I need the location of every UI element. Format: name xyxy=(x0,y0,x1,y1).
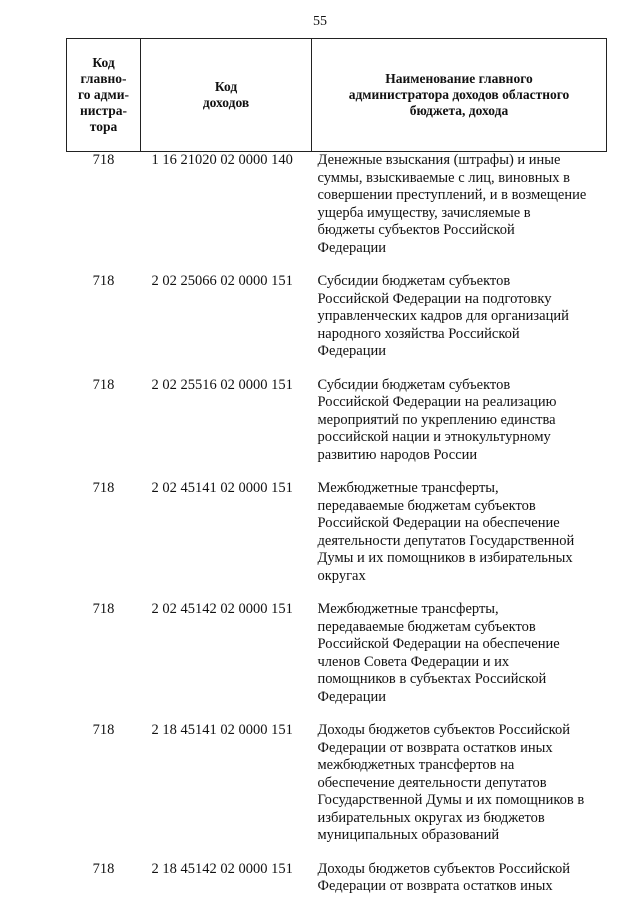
header-admin-code xyxy=(67,39,141,152)
header-revenue-code xyxy=(141,39,312,152)
name-line: членов Совета Федерации и их xyxy=(317,653,510,670)
page-number: 55 xyxy=(313,14,327,29)
table-row xyxy=(67,722,607,861)
name-line: Государственной Думы и их помощников в xyxy=(317,792,585,808)
name-line: Думы и их помощников в избирательных xyxy=(317,550,573,566)
name-line: Российской Федерации на подготовку xyxy=(317,290,552,307)
header-line: Код xyxy=(214,79,238,94)
table-row xyxy=(67,861,607,912)
revenue-table xyxy=(66,38,607,912)
name-line: Межбюджетные трансферты, xyxy=(317,480,499,496)
header-line: главно- xyxy=(80,71,127,86)
admin-code-cell: 718 xyxy=(92,480,115,496)
name-line: Доходы бюджетов субъектов Российской xyxy=(317,860,570,877)
admin-code-cell: 718 xyxy=(92,376,115,393)
name-line: Субсидии бюджетам субъектов xyxy=(317,376,511,393)
name-line: Денежные взыскания (штрафы) и иные xyxy=(317,152,561,168)
name-line: российской нации и этнокультурному xyxy=(317,429,551,445)
table-header xyxy=(67,39,607,152)
name-line: обеспечение деятельности депутатов xyxy=(317,774,547,791)
table-row xyxy=(67,273,607,377)
revenue-name-cell xyxy=(312,273,607,377)
header-name xyxy=(312,39,607,152)
admin-code-cell: 718 xyxy=(92,860,115,877)
revenue-name-cell xyxy=(312,601,607,722)
table-row xyxy=(67,480,607,601)
name-line: Российской Федерации на обеспечение xyxy=(317,636,560,652)
name-line: совершении преступлений, и в возмещение xyxy=(317,187,587,203)
name-line: мероприятий по укреплению единства xyxy=(317,411,556,428)
name-line: Межбюджетные трансферты, xyxy=(317,601,499,617)
revenue-code-cell: 2 02 45141 02 0000 151 xyxy=(151,480,293,496)
revenue-code-cell: 2 02 25066 02 0000 151 xyxy=(151,273,293,289)
admin-code-cell: 718 xyxy=(92,152,115,168)
name-line: Федерации xyxy=(317,343,386,359)
name-line: Федерации xyxy=(317,239,386,256)
header-line: бюджета, дохода xyxy=(409,103,509,118)
name-line: муниципальных образований xyxy=(317,827,500,843)
header-line: администратора доходов областного xyxy=(348,87,570,102)
admin-code-cell: 718 xyxy=(92,722,115,738)
revenue-name-cell xyxy=(312,377,607,481)
revenue-code-cell: 2 18 45142 02 0000 151 xyxy=(151,860,293,877)
name-line: межбюджетных трансфертов на xyxy=(317,757,515,773)
name-line: Федерации от возврата остатков иных xyxy=(317,878,553,894)
revenue-code-cell: 2 02 25516 02 0000 151 xyxy=(151,376,293,393)
header-line: нистра- xyxy=(79,103,128,118)
revenue-name-cell xyxy=(312,722,607,861)
name-line: передаваемые бюджетам субъектов xyxy=(317,618,536,635)
revenue-code-cell: 1 16 21020 02 0000 140 xyxy=(151,152,293,168)
revenue-name-cell xyxy=(312,480,607,601)
name-line: помощников в субъектах Российской xyxy=(317,671,547,687)
header-line: доходов xyxy=(202,95,250,110)
name-line: округах xyxy=(317,567,366,584)
header-line: го адми- xyxy=(78,87,129,102)
name-line: избирательных округах из бюджетов xyxy=(317,809,545,826)
table-row xyxy=(67,377,607,481)
admin-code-cell: 718 xyxy=(92,601,115,617)
name-line: деятельности депутатов Государственной xyxy=(317,532,575,549)
name-line: суммы, взыскиваемые с лиц, виновных в xyxy=(317,169,570,186)
name-line: ущерба имуществу, зачисляемые в xyxy=(317,204,531,221)
name-line: бюджеты субъектов Российской xyxy=(317,222,515,238)
revenue-code-cell: 2 02 45142 02 0000 151 xyxy=(151,601,293,617)
name-line: Российской Федерации на обеспечение xyxy=(317,515,560,531)
header-line: Наименование главного xyxy=(385,71,533,86)
name-line: Российской Федерации на реализацию xyxy=(317,394,557,410)
name-line: развитию народов России xyxy=(317,446,478,463)
revenue-code-cell: 2 18 45141 02 0000 151 xyxy=(151,722,293,738)
admin-code-cell: 718 xyxy=(92,273,115,289)
name-line: Доходы бюджетов субъектов Российской xyxy=(317,722,570,738)
table-row xyxy=(67,152,607,274)
name-line: передаваемые бюджетам субъектов xyxy=(317,497,536,514)
name-line: Федерации от возврата остатков иных xyxy=(317,739,553,756)
name-line: Федерации xyxy=(317,688,386,705)
name-line: управленческих кадров для организаций xyxy=(317,308,569,324)
header-line: Код xyxy=(92,55,115,70)
revenue-name-cell xyxy=(312,861,607,912)
table-row xyxy=(67,601,607,722)
revenue-name-cell xyxy=(312,152,607,274)
table-body xyxy=(67,152,607,912)
name-line: Субсидии бюджетам субъектов xyxy=(317,273,511,289)
name-line: народного хозяйства Российской xyxy=(317,325,520,342)
header-line: тора xyxy=(89,119,118,134)
